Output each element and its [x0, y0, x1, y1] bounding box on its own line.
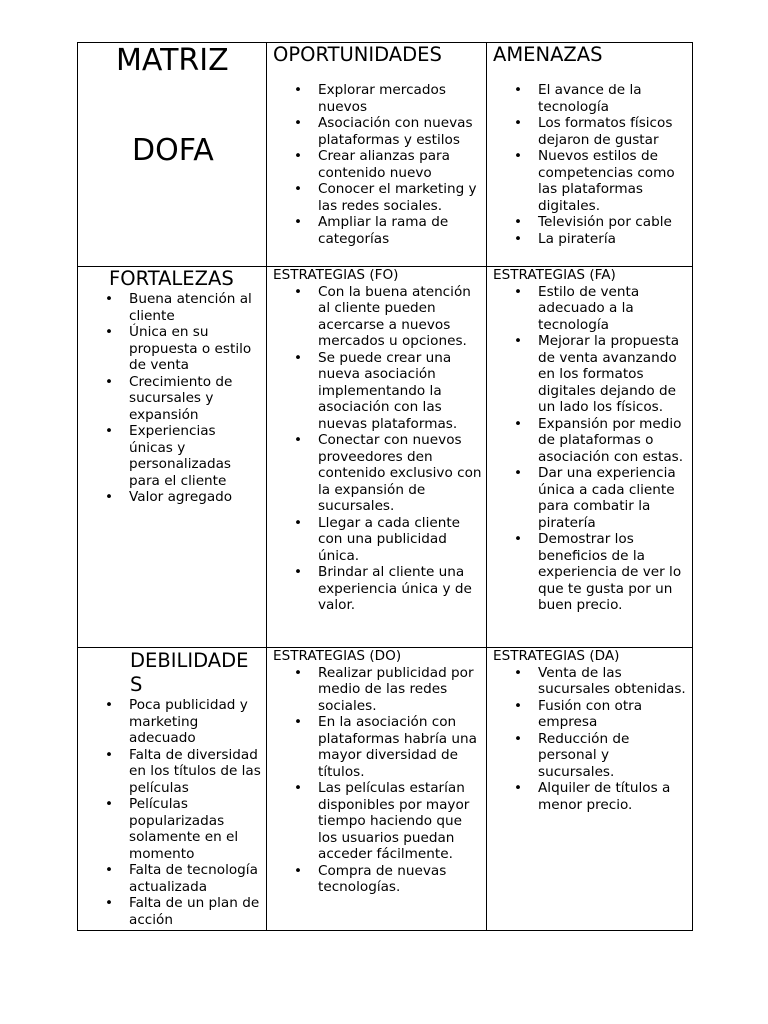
- fortalezas-list: [84, 291, 262, 506]
- oportunidades-list: [273, 82, 482, 247]
- list-item: • Brindar al cliente una experiencia única y de valor.: [318, 564, 482, 614]
- list-item: • Buena atención al cliente: [129, 291, 262, 324]
- list-item: • Falta de diversidad en los títulos de las películas: [129, 747, 262, 797]
- amenazas-list: [493, 82, 688, 247]
- debilidades-cell: [78, 648, 267, 931]
- list-item: • Los formatos físicos dejaron de gustar: [538, 115, 688, 148]
- list-item: • Mejorar la propuesta de venta avanzando en los formatos digitales dejando de un lado los físicos.: [538, 333, 688, 416]
- estrategias-da-list: [493, 665, 688, 814]
- list-item: • Ampliar la rama de categorías: [318, 214, 482, 247]
- matrix-row-fortalezas: [78, 267, 693, 648]
- list-item: • En la asociación con plataformas habría una mayor diversidad de títulos.: [318, 714, 482, 780]
- list-item: • Crecimiento de sucursales y expansión: [129, 374, 262, 424]
- list-item: • Televisión por cable: [538, 214, 688, 231]
- list-item: • Experiencias únicas y personalizadas para el cliente: [129, 423, 262, 489]
- list-item: • Estilo de venta adecuado a la tecnología: [538, 284, 688, 334]
- estrategias-do-cell: [267, 648, 487, 931]
- list-item: • Conectar con nuevos proveedores den contenido exclusivo con la expansión de sucursales.: [318, 432, 482, 515]
- estrategias-da-heading: ESTRATEGIAS (DA): [493, 648, 620, 664]
- amenazas-heading: AMENAZAS: [493, 43, 603, 66]
- list-item: • Valor agregado: [129, 489, 262, 506]
- list-item: • Realizar publicidad por medio de las redes sociales.: [318, 665, 482, 715]
- matrix-title-line1: MATRIZ: [116, 43, 229, 78]
- list-item: • Nuevos estilos de competencias como las plataformas digitales.: [538, 148, 688, 214]
- estrategias-fo-cell: [267, 267, 487, 648]
- matrix-row-header: [78, 43, 693, 267]
- list-item: • Demostrar los beneficios de la experiencia de ver lo que te gusta por un buen precio.: [538, 531, 688, 614]
- matrix-title-line2: DOFA: [132, 133, 214, 168]
- list-item: • Poca publicidad y marketing adecuado: [129, 697, 262, 747]
- list-item: • El avance de la tecnología: [538, 82, 688, 115]
- amenazas-cell: [487, 43, 693, 267]
- oportunidades-cell: [267, 43, 487, 267]
- list-item: • Reducción de personal y sucursales.: [538, 731, 688, 781]
- list-item: • Alquiler de títulos a menor precio.: [538, 780, 688, 813]
- list-item: • Fusión con otra empresa: [538, 698, 688, 731]
- list-item: • La piratería: [538, 231, 688, 248]
- list-item: • Llegar a cada cliente con una publicidad única.: [318, 515, 482, 565]
- list-item: • Dar una experiencia única a cada cliente para combatir la piratería: [538, 465, 688, 531]
- estrategias-fa-heading: ESTRATEGIAS (FA): [493, 267, 616, 283]
- fortalezas-cell: [78, 267, 267, 648]
- estrategias-fa-cell: [487, 267, 693, 648]
- oportunidades-heading: OPORTUNIDADES: [273, 43, 442, 66]
- list-item: • Explorar mercados nuevos: [318, 82, 482, 115]
- debilidades-list: [84, 697, 262, 928]
- estrategias-do-heading: ESTRATEGIAS (DO): [273, 648, 402, 664]
- list-item: • Crear alianzas para contenido nuevo: [318, 148, 482, 181]
- matrix-title-cell: [78, 43, 267, 267]
- matrix-row-debilidades: [78, 648, 693, 931]
- list-item: • Las películas estarían disponibles por mayor tiempo haciendo que los usuarios puedan acceder fácilmente.: [318, 780, 482, 863]
- list-item: • Con la buena atención al cliente pueden acercarse a nuevos mercados u opciones.: [318, 284, 482, 350]
- estrategias-fo-list: [273, 284, 482, 614]
- estrategias-fo-heading: ESTRATEGIAS (FO): [273, 267, 399, 283]
- estrategias-fa-list: [493, 284, 688, 614]
- list-item: • Compra de nuevas tecnologías.: [318, 863, 482, 896]
- fortalezas-heading: FORTALEZAS: [109, 267, 234, 290]
- list-item: • Se puede crear una nueva asociación implementando la asociación con las nuevas plataformas.: [318, 350, 482, 433]
- debilidades-heading-line2: S: [130, 673, 143, 696]
- list-item: • Falta de un plan de acción: [129, 895, 262, 928]
- dofa-matrix-table: [77, 42, 693, 931]
- debilidades-heading-line1: DEBILIDADE: [130, 649, 249, 672]
- estrategias-da-cell: [487, 648, 693, 931]
- list-item: • Conocer el marketing y las redes sociales.: [318, 181, 482, 214]
- list-item: • Venta de las sucursales obtenidas.: [538, 665, 688, 698]
- list-item: • Asociación con nuevas plataformas y estilos: [318, 115, 482, 148]
- list-item: • Falta de tecnología actualizada: [129, 862, 262, 895]
- list-item: • Única en su propuesta o estilo de venta: [129, 324, 262, 374]
- estrategias-do-list: [273, 665, 482, 896]
- list-item: • Expansión por medio de plataformas o asociación con estas.: [538, 416, 688, 466]
- list-item: • Películas popularizadas solamente en el momento: [129, 796, 262, 862]
